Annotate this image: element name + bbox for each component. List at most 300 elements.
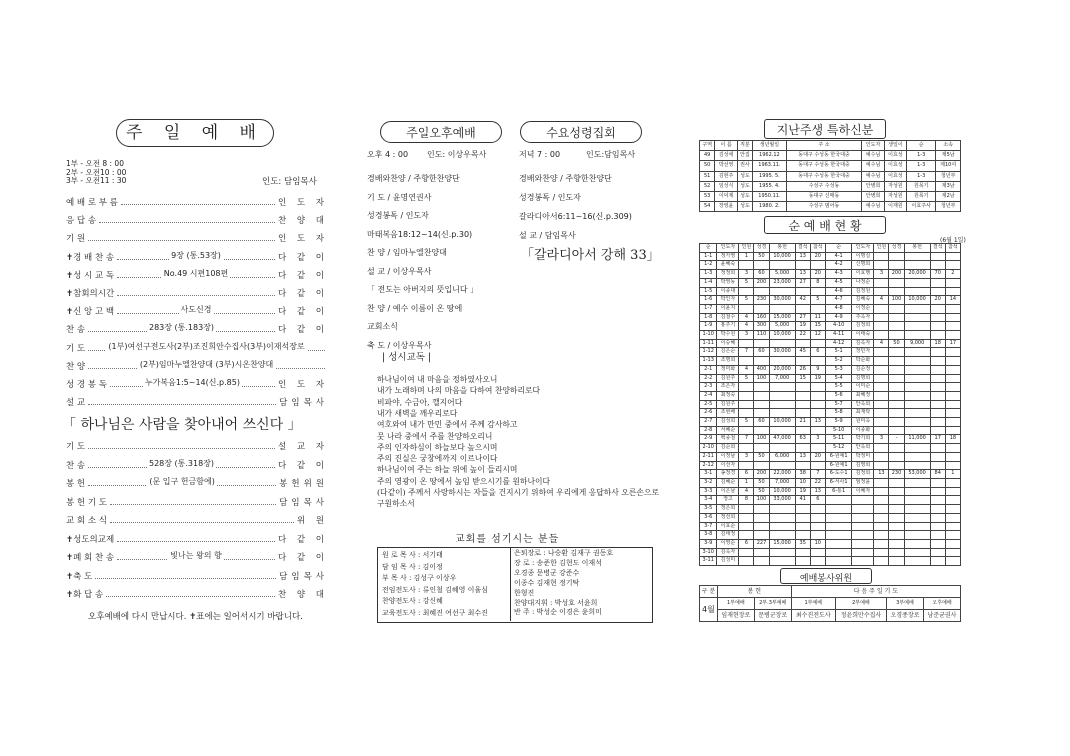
table-cell: 1-10 xyxy=(700,331,717,340)
table-cell xyxy=(889,278,904,287)
worship-row xyxy=(700,278,961,287)
table-header-cell: 결석 xyxy=(930,244,945,253)
table-cell: 3-2 xyxy=(700,478,717,487)
table-cell: 1-3 xyxy=(907,161,936,171)
table-cell: 5-9 xyxy=(825,418,852,427)
table-cell: 45 xyxy=(795,348,810,357)
table-cell: 4 xyxy=(739,322,754,331)
table-cell xyxy=(930,322,945,331)
table-cell xyxy=(930,374,945,383)
table-cell: 51 xyxy=(700,171,715,181)
staff-entry: 은퇴장로 : 나승환 김재구 권동호 xyxy=(514,549,614,557)
order-person: 담임목사 xyxy=(279,571,328,582)
table-cell xyxy=(904,418,930,427)
table-cell xyxy=(739,261,754,270)
order-detail: 누가복음1:5~14(신.p.85) xyxy=(144,378,240,387)
worship-row xyxy=(700,313,961,322)
presider-label: 인도: 담임목사 xyxy=(262,177,317,187)
table-cell: 2 xyxy=(945,270,960,279)
table-cell: 50 xyxy=(754,478,769,487)
table-cell xyxy=(889,426,904,435)
table-cell xyxy=(795,409,810,418)
table-cell xyxy=(769,505,795,514)
table-cell xyxy=(825,557,852,566)
table-cell xyxy=(754,557,769,566)
table-cell xyxy=(874,478,889,487)
pm-order-line: 마태복음18:12~14(신.p.30) xyxy=(367,229,473,239)
table-cell: 이승혜 xyxy=(717,339,739,348)
table-cell: 이정남 xyxy=(717,452,739,461)
table-cell xyxy=(795,522,810,531)
table-cell: 53,000 xyxy=(904,470,930,479)
table-cell xyxy=(874,513,889,522)
table-cell xyxy=(825,539,852,548)
table-header-cell: 소속 xyxy=(936,141,961,151)
order-detail: 9장 (통.53장) xyxy=(171,250,221,260)
table-cell xyxy=(930,418,945,427)
table-cell: 원목기 xyxy=(907,181,936,191)
table-cell: 6 xyxy=(739,470,754,479)
table-cell xyxy=(904,383,930,392)
table-cell: 53 xyxy=(700,192,715,202)
table-cell xyxy=(889,391,904,400)
worship-row xyxy=(700,452,961,461)
table-cell xyxy=(739,383,754,392)
table-cell: 박선영 xyxy=(715,161,737,171)
order-row xyxy=(66,249,328,263)
table-cell: 6-통1 xyxy=(825,487,852,496)
table-cell xyxy=(945,452,960,461)
table-cell xyxy=(874,278,889,287)
birthday-row xyxy=(700,202,961,212)
worship-status-title: 순 예 배 현 황 xyxy=(764,216,886,234)
worship-header-row xyxy=(700,244,961,253)
staff-entry: 담 임 목 사 : 김이정 xyxy=(382,562,443,571)
table-cell xyxy=(904,304,930,313)
service-header-row xyxy=(700,586,961,598)
worship-row xyxy=(700,435,961,444)
birthday-row xyxy=(700,151,961,161)
table-cell: 안집 xyxy=(737,151,752,161)
table-cell xyxy=(795,287,810,296)
order-detail: (문 입구 헌금함에) xyxy=(149,477,215,486)
table-cell xyxy=(930,461,945,470)
table-cell: 5-6 xyxy=(825,391,852,400)
table-cell: 안병희 xyxy=(862,181,884,191)
table-cell: 12 xyxy=(810,331,825,340)
table-cell: 1-1 xyxy=(700,252,717,261)
table-cell xyxy=(810,261,825,270)
table-cell: 수성구 범어동 xyxy=(786,202,862,212)
table-cell xyxy=(930,331,945,340)
wed-leader: 인도:담임목사 xyxy=(586,150,636,159)
table-cell: 박정미 xyxy=(852,452,874,461)
table-cell: 41 xyxy=(795,496,810,505)
table-cell: 4-5 xyxy=(825,278,852,287)
table-cell: 230 xyxy=(754,296,769,305)
order-label: 찬 양 xyxy=(66,361,86,372)
table-cell: 이명실 xyxy=(852,252,874,261)
order-row xyxy=(66,494,328,508)
table-header-cell: 결석 xyxy=(795,244,810,253)
table-cell xyxy=(874,444,889,453)
table-cell: 5-10 xyxy=(825,426,852,435)
table-cell: 5-1 xyxy=(825,348,852,357)
birthday-title: 지난주생 특하신분 xyxy=(764,119,886,139)
table-cell: 10 xyxy=(795,478,810,487)
order-leader-dots xyxy=(88,240,275,241)
table-cell: 2-10 xyxy=(700,444,717,453)
table-cell xyxy=(769,304,795,313)
table-cell xyxy=(889,444,904,453)
table-cell xyxy=(930,478,945,487)
order-row xyxy=(66,457,328,471)
table-cell xyxy=(889,418,904,427)
table-cell: 김순희 xyxy=(717,444,739,453)
table-cell xyxy=(769,339,795,348)
table-cell: 6 xyxy=(739,539,754,548)
table-cell xyxy=(930,548,945,557)
worship-row xyxy=(700,444,961,453)
table-cell xyxy=(945,313,960,322)
table-cell xyxy=(930,426,945,435)
worship-row xyxy=(700,409,961,418)
table-cell xyxy=(945,365,960,374)
table-cell xyxy=(852,513,874,522)
table-cell xyxy=(825,513,852,522)
table-cell: 3 xyxy=(739,331,754,340)
table-cell xyxy=(739,400,754,409)
left-footer-note: 오후예배에 다시 만납시다. ✝표에는 일어서시기 바랍니다. xyxy=(88,612,303,622)
table-cell: 5,000 xyxy=(769,270,795,279)
wed-order-line: 갈라디아서6:11~16(신.p.309) xyxy=(519,212,632,221)
order-leader-dots xyxy=(88,448,275,449)
worship-row xyxy=(700,496,961,505)
table-cell xyxy=(874,400,889,409)
table-cell xyxy=(874,331,889,340)
table-cell: 17 xyxy=(945,339,960,348)
table-cell xyxy=(889,383,904,392)
table-cell xyxy=(739,505,754,514)
table-cell: 2-3 xyxy=(700,383,717,392)
table-cell: 4-9 xyxy=(825,313,852,322)
table-cell: 5 xyxy=(739,278,754,287)
table-cell: 정가영 xyxy=(717,252,739,261)
table-cell: 47,000 xyxy=(769,435,795,444)
table-cell xyxy=(754,522,769,531)
table-cell xyxy=(904,478,930,487)
worship-row xyxy=(700,426,961,435)
table-cell xyxy=(769,548,795,557)
table-cell: 100 xyxy=(889,296,904,305)
order-label: 설 교 xyxy=(66,398,86,409)
worship-date: (6월 1일) xyxy=(940,237,966,244)
psalm-line: 하나님이여 주는 하늘 위에 높이 들리시며 xyxy=(377,465,518,475)
table-cell: 동대구 수성동 한국대중 xyxy=(786,161,862,171)
table-cell: 김옥자 xyxy=(852,339,874,348)
order-leader-dots xyxy=(99,222,275,223)
table-cell: 1-5 xyxy=(700,287,717,296)
table-cell xyxy=(810,513,825,522)
table-cell: 1-6 xyxy=(700,296,717,305)
table-cell xyxy=(795,339,810,348)
table-cell xyxy=(904,487,930,496)
table-cell: 안병희 xyxy=(862,192,884,202)
table-cell xyxy=(852,531,874,540)
table-cell xyxy=(754,548,769,557)
worship-row xyxy=(700,487,961,496)
table-cell: 2-8 xyxy=(700,426,717,435)
table-header-cell: 생일이 xyxy=(884,141,906,151)
table-cell: 5-11 xyxy=(825,435,852,444)
worship-row xyxy=(700,531,961,540)
table-cell xyxy=(754,339,769,348)
table-cell xyxy=(825,531,852,540)
table-cell: 예수님 xyxy=(862,161,884,171)
service-name-row xyxy=(700,610,961,622)
order-label: 봉 헌 xyxy=(66,479,86,489)
table-cell: 3-5 xyxy=(700,505,717,514)
table-cell: 3 xyxy=(874,270,889,279)
table-cell xyxy=(889,487,904,496)
table-cell: 박인자 xyxy=(717,296,739,305)
table-cell: 19 xyxy=(810,374,825,383)
table-cell: 4-8 xyxy=(825,304,852,313)
table-cell: 230 xyxy=(889,470,904,479)
table-cell xyxy=(769,261,795,270)
table-cell: 김성미 xyxy=(717,557,739,566)
table-cell: 최혜정 xyxy=(852,391,874,400)
table-cell: 14 xyxy=(945,296,960,305)
table-cell: 엄정윤 xyxy=(852,478,874,487)
order-detail: 283장 (통.183장) xyxy=(149,323,215,333)
table-cell: 조명희 xyxy=(717,357,739,366)
table-cell: 227 xyxy=(754,539,769,548)
order-row xyxy=(66,475,328,489)
psalm-line: 내가 노래하며 나의 마음을 다하여 찬양하리로다 xyxy=(377,386,541,396)
worship-row xyxy=(700,522,961,531)
table-header-cell: 이 름 xyxy=(715,141,737,151)
order-label: 찬 송 xyxy=(66,325,86,336)
table-cell xyxy=(945,513,960,522)
table-cell: 22 xyxy=(810,478,825,487)
table-cell: 자성원 xyxy=(884,181,906,191)
table-cell xyxy=(825,496,852,505)
wed-order-line: 설 교 / 담임목사 xyxy=(519,231,576,240)
table-cell: 30,000 xyxy=(769,296,795,305)
table-cell xyxy=(904,496,930,505)
table-cell: 60 xyxy=(754,270,769,279)
table-cell: 8 xyxy=(810,278,825,287)
table-cell: 5-3 xyxy=(825,365,852,374)
staff-entry: 원 로 목 사 : 서기태 xyxy=(382,551,443,559)
table-header-cell: 인도자 xyxy=(717,244,739,253)
table-cell: 3-6 xyxy=(700,513,717,522)
table-cell: 6 xyxy=(810,348,825,357)
table-cell xyxy=(874,531,889,540)
table-cell: 제5남 xyxy=(936,151,961,161)
table-cell: 4 xyxy=(739,487,754,496)
table-cell: 이효성 xyxy=(884,161,906,171)
table-cell xyxy=(852,496,874,505)
table-cell xyxy=(810,383,825,392)
table-cell: 6-서사1 xyxy=(825,478,852,487)
table-cell xyxy=(930,496,945,505)
table-cell xyxy=(904,531,930,540)
table-cell xyxy=(904,287,930,296)
table-cell: 3-8 xyxy=(700,531,717,540)
table-cell: 50 xyxy=(754,252,769,261)
order-person: 다 같 이 xyxy=(277,553,328,563)
table-cell: 최재탁 xyxy=(852,409,874,418)
order-leader-dots xyxy=(88,458,275,468)
table-cell: 3-10 xyxy=(700,548,717,557)
table-cell: 54 xyxy=(700,202,715,212)
order-person: 다 같 이 xyxy=(277,289,328,299)
order-label: 기 원 xyxy=(66,234,86,245)
table-cell: 이효주사 xyxy=(907,202,936,212)
worship-row xyxy=(700,270,961,279)
table-header-cell: 봉헌 xyxy=(904,244,930,253)
table-cell xyxy=(795,461,810,470)
worship-row xyxy=(700,418,961,427)
table-cell: 4 xyxy=(874,296,889,305)
table-cell: 김성희 xyxy=(717,418,739,427)
table-header-cell: 인도자 xyxy=(862,141,884,151)
psalm-line: 뭇 나라 중에서 주를 찬양하오리니 xyxy=(377,431,493,441)
psalm-line: 여호와여 내가 만민 중에서 주께 감사하고 xyxy=(377,420,518,430)
order-row xyxy=(66,512,328,526)
table-header-cell: 직분 xyxy=(737,141,752,151)
table-cell xyxy=(874,252,889,261)
table-cell xyxy=(754,391,769,400)
table-cell xyxy=(889,400,904,409)
table-cell xyxy=(945,383,960,392)
birthday-row xyxy=(700,171,961,181)
table-cell xyxy=(754,461,769,470)
worship-row xyxy=(700,505,961,514)
table-cell: 3부예배 xyxy=(887,598,924,610)
table-cell: 1 xyxy=(945,470,960,479)
table-cell xyxy=(889,522,904,531)
order-leader-dots xyxy=(106,596,275,597)
table-cell: 4 xyxy=(874,339,889,348)
table-cell: 홍주기 xyxy=(717,322,739,331)
table-cell: 15 xyxy=(810,322,825,331)
table-cell xyxy=(945,304,960,313)
table-cell: 예수님 xyxy=(862,171,884,181)
worship-row xyxy=(700,548,961,557)
order-person: 다 같 이 xyxy=(277,325,328,336)
table-cell xyxy=(889,357,904,366)
order-row xyxy=(66,303,328,317)
table-cell: 제2남 xyxy=(936,192,961,202)
order-leader-dots xyxy=(88,341,325,351)
table-header-cell: 생년월일 xyxy=(753,141,787,151)
order-detail: No.49 시편108편 xyxy=(163,268,229,278)
table-cell: 7,000 xyxy=(769,478,795,487)
table-cell: 15,000 xyxy=(769,313,795,322)
order-detail: 사도신경 xyxy=(180,305,212,315)
table-cell: 1-9 xyxy=(700,322,717,331)
table-cell: 5-2 xyxy=(825,357,852,366)
pm-order-line: 설 교 / 이상우목사 xyxy=(367,266,432,276)
worship-row xyxy=(700,304,961,313)
table-cell: 2-1 xyxy=(700,365,717,374)
worship-row xyxy=(700,252,961,261)
table-cell xyxy=(874,322,889,331)
table-cell: 20 xyxy=(810,270,825,279)
table-cell: 13 xyxy=(795,270,810,279)
table-cell xyxy=(739,522,754,531)
table-cell: 1-3 xyxy=(700,270,717,279)
table-cell: 4-1 xyxy=(825,252,852,261)
table-cell xyxy=(874,539,889,548)
table-cell xyxy=(739,513,754,522)
table-cell xyxy=(945,478,960,487)
table-cell: 송정경 xyxy=(717,470,739,479)
table-cell: 장영윤 xyxy=(715,202,737,212)
table-cell: 청년부 xyxy=(936,171,961,181)
order-person: 찬 양 대 xyxy=(277,590,328,600)
table-cell xyxy=(810,409,825,418)
table-cell: 김정희 xyxy=(852,322,874,331)
table-cell: 김정원 xyxy=(852,287,874,296)
table-cell xyxy=(795,444,810,453)
table-cell: 예수님 xyxy=(862,151,884,161)
table-cell: 김옥자 xyxy=(717,548,739,557)
table-cell xyxy=(852,505,874,514)
pm-time: 오후 4 : 00 xyxy=(367,150,409,159)
table-cell: 김원주 xyxy=(717,374,739,383)
table-cell: 제10여 xyxy=(936,161,961,171)
table-cell: 2-6 xyxy=(700,409,717,418)
table-cell xyxy=(945,522,960,531)
order-row xyxy=(66,285,328,299)
table-cell: 84 xyxy=(930,470,945,479)
table-cell: 200 xyxy=(889,270,904,279)
table-cell xyxy=(754,400,769,409)
table-cell: 자성원 xyxy=(884,192,906,202)
table-cell: 4-11 xyxy=(825,331,852,340)
table-cell xyxy=(769,400,795,409)
order-label: ✝성 시 교 독 xyxy=(66,270,115,281)
table-cell: 1955. 4. xyxy=(753,181,787,191)
table-cell: 오경종장로 xyxy=(887,610,924,622)
table-cell xyxy=(945,322,960,331)
worship-row xyxy=(700,391,961,400)
table-cell xyxy=(769,522,795,531)
order-label: 교 회 소 식 xyxy=(66,516,107,526)
worship-row xyxy=(700,470,961,479)
table-header-cell: 성경 xyxy=(754,244,769,253)
table-cell: 100 xyxy=(754,374,769,383)
table-cell: 이종대 xyxy=(717,287,739,296)
table-cell xyxy=(874,452,889,461)
table-cell: 23,000 xyxy=(769,278,795,287)
table-cell: 13 xyxy=(810,418,825,427)
order-person: 위 원 xyxy=(296,516,328,526)
table-cell: 15 xyxy=(795,374,810,383)
table-cell: 성도 xyxy=(737,192,752,202)
table-cell: 200 xyxy=(754,470,769,479)
table-cell: 6 xyxy=(810,496,825,505)
birthday-row xyxy=(700,192,961,202)
pm-order-line: 「 전도는 아버지의 뜻입니다 」 xyxy=(367,285,479,294)
table-cell xyxy=(874,409,889,418)
table-cell xyxy=(739,339,754,348)
table-cell: 이덕제 xyxy=(715,192,737,202)
